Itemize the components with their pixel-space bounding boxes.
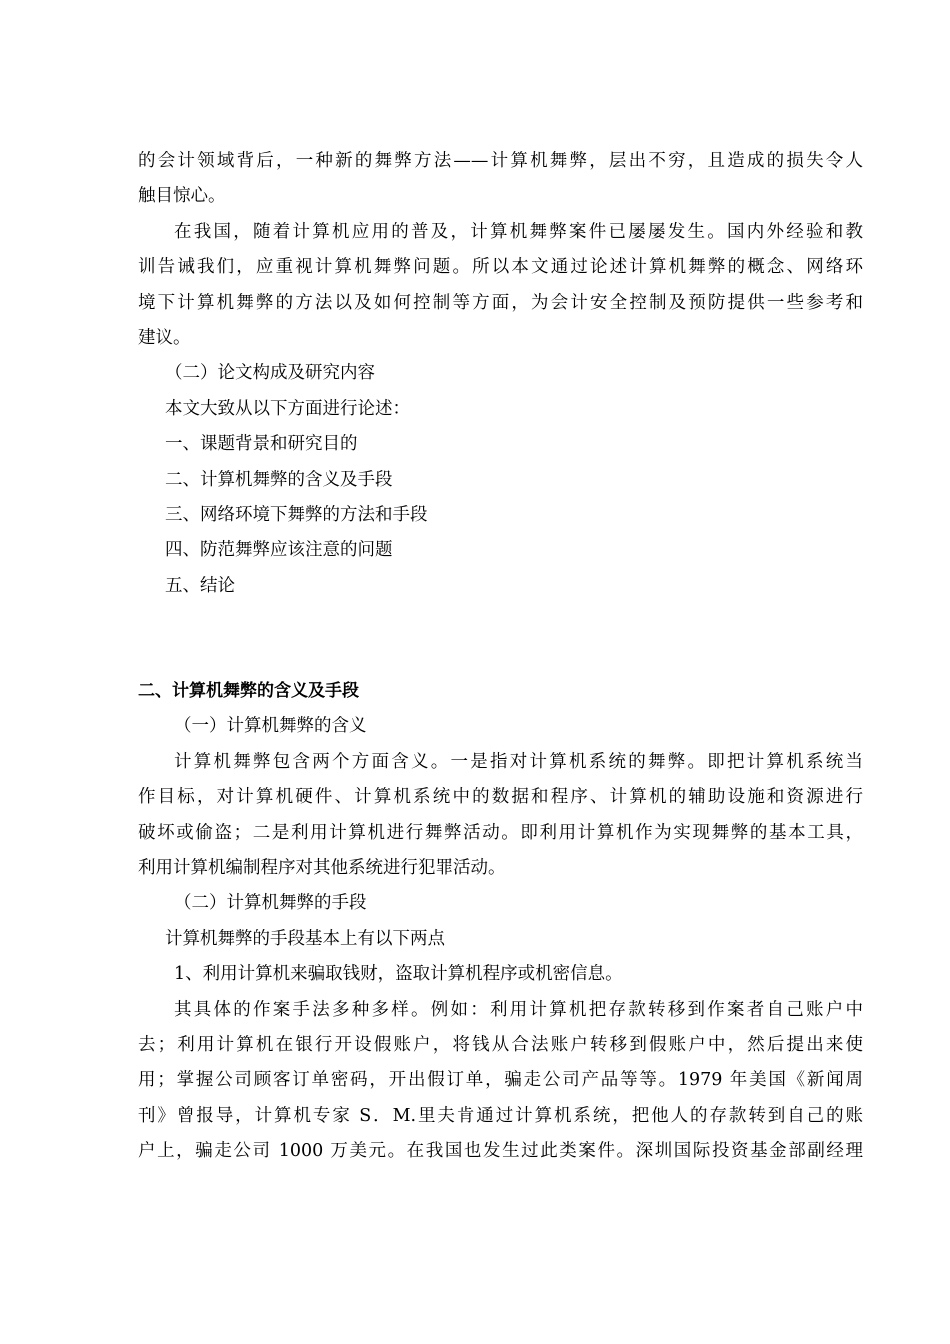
paragraph-line: 破坏或偷盗；二是利用计算机进行舞弊活动。即利用计算机作为实现舞弊的基本工具， [138,822,863,843]
list-item: 四、防范舞弊应该注意的问题 [165,540,393,561]
point-heading: 1、利用计算机来骗取钱财，盗取计算机程序或机密信息。 [174,964,623,985]
paragraph-line: 境下计算机舞弊的方法以及如何控制等方面，为会计安全控制及预防提供一些参考和 [138,292,863,313]
structure-lead: 本文大致从以下方面进行论述： [165,398,410,419]
section-heading: 二、计算机舞弊的含义及手段 [138,681,359,702]
intro-line-2: 触目惊心。 [138,186,226,207]
list-item: 五、结论 [165,575,235,596]
subsection-heading: （一）计算机舞弊的含义 [174,716,367,737]
paragraph-line: 去；利用计算机在银行开设假账户，将钱从合法账户转移到假账户中，然后提出来使 [138,1034,863,1055]
paragraph-line: 建议。 [138,327,191,348]
paragraph-line: 用；掌握公司顾客订单密码，开出假订单，骗走公司产品等等。1979 年美国《新闻周 [138,1070,863,1091]
means-lead: 计算机舞弊的手段基本上有以下两点 [165,928,445,949]
paragraph-line: 训告诫我们，应重视计算机舞弊问题。所以本文通过论述计算机舞弊的概念、网络环 [138,257,863,278]
list-item: 三、网络环境下舞弊的方法和手段 [165,504,428,525]
intro-line-1: 的会计领域背后，一种新的舞弊方法——计算机舞弊，层出不穷，且造成的损失令人 [138,151,863,171]
page-content [138,144,863,1170]
paragraph-line: 户上，骗走公司 1000 万美元。在我国也发生过此类案件。深圳国际投资基金部副经理 [138,1141,863,1162]
list-item: 二、计算机舞弊的含义及手段 [165,469,393,490]
subsection-heading: （二）计算机舞弊的手段 [174,893,367,914]
paragraph-line: 计算机舞弊包含两个方面含义。一是指对计算机系统的舞弊。即把计算机系统当 [174,751,863,772]
paragraph-line: 刊》曾报导，计算机专家 S．M.里夫肯通过计算机系统，把他人的存款转到自己的账 [138,1105,863,1126]
paragraph-line: 其具体的作案手法多种多样。例如：利用计算机把存款转移到作案者自己账户中 [174,999,863,1020]
paragraph-line: 利用计算机编制程序对其他系统进行犯罪活动。 [138,858,506,879]
section-spacer [138,604,863,674]
list-item: 一、课题背景和研究目的 [165,434,358,455]
structure-subheading: （二）论文构成及研究内容 [165,363,375,384]
paragraph-line: 在我国，随着计算机应用的普及，计算机舞弊案件已屡屡发生。国内外经验和教 [174,221,863,242]
paragraph-line: 作目标，对计算机硬件、计算机系统中的数据和程序、计算机的辅助设施和资源进行 [138,787,863,808]
